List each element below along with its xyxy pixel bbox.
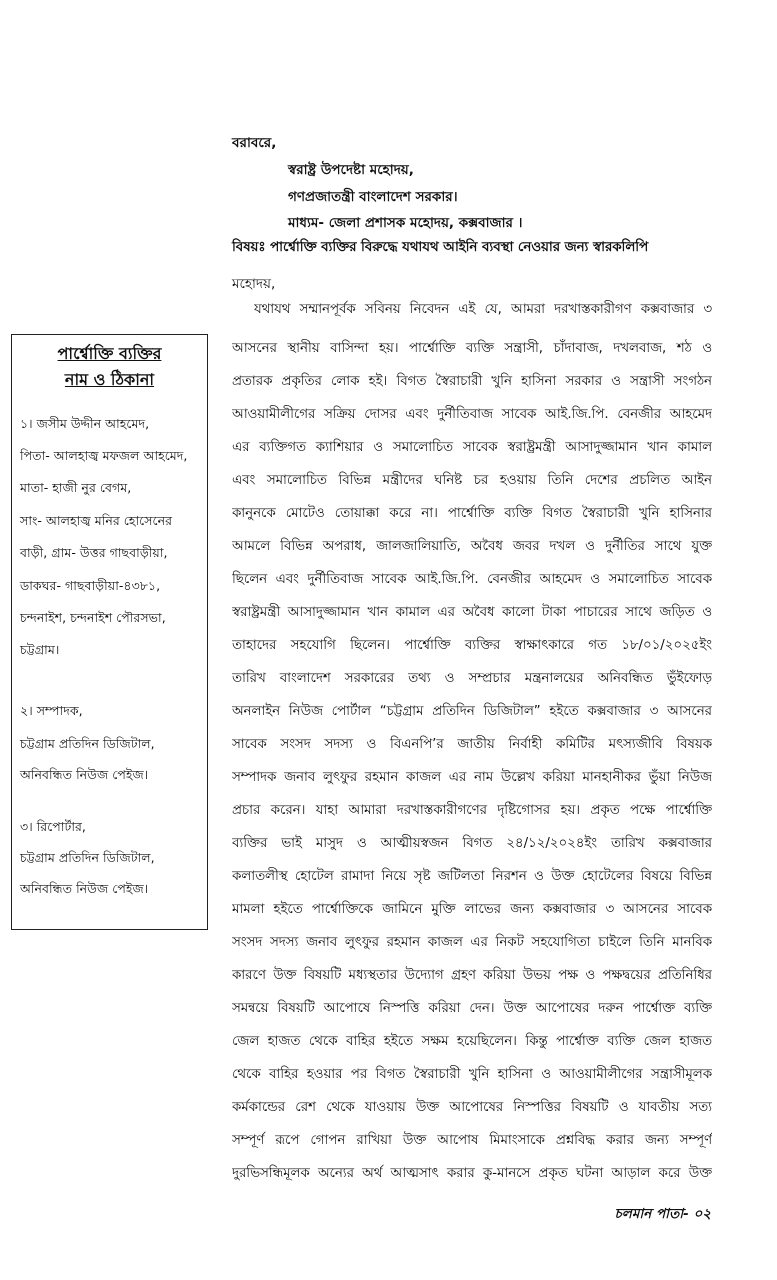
- sidebox-line: মাতা- হাজী নুর বেগম,: [20, 480, 132, 495]
- subject-line: বিষয়ঃ পার্শ্বোক্তি ব্যক্তির বিরুদ্ধে যথাযথ আইনি ব্যবস্থা নেওয়ার জন্য স্বারকলিপি: [232, 240, 649, 255]
- sidebox-line: বাড়ী, গ্রাম- উত্তর গাছবাড়ীয়া,: [20, 545, 168, 560]
- body-line: সম্পূর্ণ রূপে গোপন রাখিয়া উক্ত আপোষ মিমাংসাকে প্রশ্নবিদ্ধ করার জন্য সম্পূর্ণ: [232, 1133, 712, 1148]
- recipient-line-3: মাধ্যম- জেলা প্রশাসক মহোদয়, কক্সবাজার ।: [288, 215, 523, 231]
- body-line: সাবেক সংসদ সদস্য ও বিএনপি’র জাতীয় নির্বাহী কমিটির মৎস্যজীবি বিষয়ক: [232, 737, 712, 752]
- body-line: ব্যক্তির ভাই মাসুদ ও আত্মীয়স্বজন বিগত ২৪/১২/২০২৪ইং তারিখ কক্সবাজার: [232, 836, 712, 851]
- body-line: স্বরাষ্ট্রমন্ত্রী আসাদুজ্জামান খান কামাল এর অবৈধ কালো টাকা পাচারের সাথে জড়িত ও: [232, 605, 712, 620]
- sidebox-line: পিতা- আলহাজ্ব মফজল আহমেদ,: [20, 448, 188, 463]
- salutation-to: বরাবরে,: [232, 135, 277, 151]
- body-line: সমন্বয়ে বিষয়টি আপোষে নিস্পত্তি করিয়া দেন। উক্ত আপোষের দরুন পার্শ্বোক্ত ব্যক্তি: [232, 1001, 712, 1016]
- body-line: আমলে বিভিন্ন অপরাধ, জালজালিয়াতি, অবৈধ জবর দখল ও দুর্নীতির সাথে যুক্ত: [232, 539, 712, 554]
- body-line: থেকে বাহির হওয়ার পর বিগত স্বৈরাচারী খুনি হাসিনা ও আওয়ামীলীগের সন্ত্রাসীমূলক: [232, 1067, 712, 1082]
- body-line: ছিলেন এবং দুর্নীতিবাজ সাবেক আই.জি.পি. বেনজীর আহমেদ ও সমালোচিত সাবেক: [232, 572, 712, 587]
- sidebox-title: পার্শ্বোক্তি ব্যক্তির: [57, 344, 162, 363]
- body-line: প্রচার করেন। যাহা আমারা দরখাস্তকারীগণের দৃষ্টিগোসর হয়। প্রকৃত পক্ষে পার্শ্বোক্তি: [232, 803, 712, 818]
- body-line: কলাতলীস্থ হোটেল রামাদা নিয়ে সৃষ্ট জটিলতা নিরশন ও উক্ত হোটেলের বিষয়ে বিভিন্ন: [232, 869, 712, 884]
- sidebox-line: অনিবন্ধিত নিউজ পেইজ।: [20, 767, 149, 782]
- body-line: সংসদ সদস্য জনাব লুৎফুর রহমান কাজল এর নিকট সহযোগিতা চাইলে তিনি মানবিক: [232, 935, 712, 950]
- body-line: যথাযথ সম্মানপূর্বক সবিনয় নিবেদন এই যে, আমরা দরখাস্তকারীগণ কক্সবাজার ৩: [254, 302, 712, 317]
- body-line: কর্মকান্ডের রেশ থেকে যাওয়ায় উক্ত আপোষের নিস্পত্তির বিষয়টি ও যাবতীয় সত্য: [232, 1100, 712, 1115]
- respondent-address-box: [11, 334, 208, 930]
- sidebox-line: ৩। রিপোর্টার,: [20, 819, 86, 834]
- body-line: মামলা হইতে পার্শ্বোক্তিকে জামিনে মুক্তি লাভের জন্য কক্সবাজার ৩ আসনের সাবেক: [232, 902, 712, 917]
- greeting: মহোদয়,: [232, 276, 276, 292]
- body-line: প্রতারক প্রকৃতির লোক হই। বিগত স্বৈরাচারী খুনি হাসিনা সরকার ও সন্ত্রাসী সংগঠন: [232, 374, 712, 389]
- sidebox-line: অনিবন্ধিত নিউজ পেইজ।: [20, 881, 149, 896]
- body-line: এর ব্যক্তিগত ক্যাশিয়ার ও সমালোচিত সাবেক স্বরাষ্ট্রমন্ত্রী আসাদুজ্জামান খান কামাল: [232, 440, 712, 455]
- sidebox-line: চন্দনাইশ, চন্দনাইশ পৌরসভা,: [20, 610, 166, 625]
- recipient-line-2: গণপ্রজাতন্ত্রী বাংলাদেশ সরকার।: [288, 189, 458, 205]
- sidebox-subtitle: নাম ও ঠিকানা: [64, 370, 155, 389]
- body-line: জেল হাজত থেকে বাহির হইতে সক্ষম হয়েছিলেন। কিন্তু পার্শ্বোক্ত ব্যক্তি জেল হাজত: [232, 1034, 712, 1049]
- body-line: কানুনকে মোটেও তোয়াক্কা করে না। পার্শ্বোক্তি ব্যক্তি বিগত স্বৈরাচারী খুনি হাসিনার: [232, 506, 712, 521]
- sidebox-line: ১। জসীম উদ্দীন আহমেদ,: [20, 416, 150, 431]
- body-line: অনলাইন নিউজ পোর্টাল “চট্টগ্রাম প্রতিদিন ডিজিটাল” হইতে কক্সবাজার ৩ আসনের: [232, 704, 712, 719]
- body-line: আসনের স্থানীয় বাসিন্দা হয়। পার্শ্বোক্তি ব্যক্তি সন্ত্রাসী, চাঁদাবাজ, দখলবাজ, শঠ ও: [232, 341, 712, 356]
- sidebox-line: চট্টগ্রাম।: [20, 642, 60, 657]
- body-line: আওয়ামীলীগের সক্রিয় দোসর এবং দুর্নীতিবাজ সাবেক আই.জি.পি. বেনজীর আহমেদ: [232, 407, 712, 422]
- body-line: এবং সমালোচিত বিভিন্ন মন্ত্রীদের ঘনিষ্ট চর হওয়ায় তিনি দেশের প্রচলিত আইন: [232, 473, 712, 488]
- sidebox-line: চট্টগ্রাম প্রতিদিন ডিজিটাল,: [20, 736, 155, 751]
- continuation-page-label: চলমান পাতা- ০২: [614, 1206, 711, 1222]
- sidebox-line: চট্টগ্রাম প্রতিদিন ডিজিটাল,: [20, 850, 155, 865]
- body-line: তাহাদের সহযোগি ছিলেন। পার্শ্বোক্তি ব্যক্তির স্বাক্ষাৎকারে গত ১৮/০১/২০২৫ইং: [232, 638, 712, 653]
- sidebox-line: ২। সম্পাদক,: [20, 703, 83, 718]
- body-line: সম্পাদক জনাব লুৎফুর রহমান কাজল এর নাম উল্লেখ করিয়া মানহানীকর ভুঁয়া নিউজ: [232, 770, 712, 785]
- recipient-line-1: স্বরাষ্ট্র উপদেষ্টা মহোদয়,: [288, 162, 414, 178]
- body-line: কারণে উক্ত বিষয়টি মধ্যস্থতার উদ্যোগ গ্রহণ করিয়া উভয় পক্ষ ও পক্ষদ্বয়ের প্রতিনিধির: [232, 968, 712, 983]
- body-line: দুরভিসন্ধিমূলক অন্যের অর্থ আত্মসাৎ করার কু-মানসে প্রকৃত ঘটনা আড়াল করে উক্ত: [232, 1166, 712, 1181]
- sidebox-line: ডাকঘর- গাছবাড়ীয়া-৪৩৮১,: [20, 578, 161, 593]
- body-line: তারিখ বাংলাদেশ সরকারের তথ্য ও সম্প্রচার মন্ত্রনালয়ের অনিবন্ধিত ভুঁইফোড়: [232, 671, 712, 686]
- sidebox-line: সাং- আলহাজ্ব মনির হোসেনের: [20, 513, 173, 528]
